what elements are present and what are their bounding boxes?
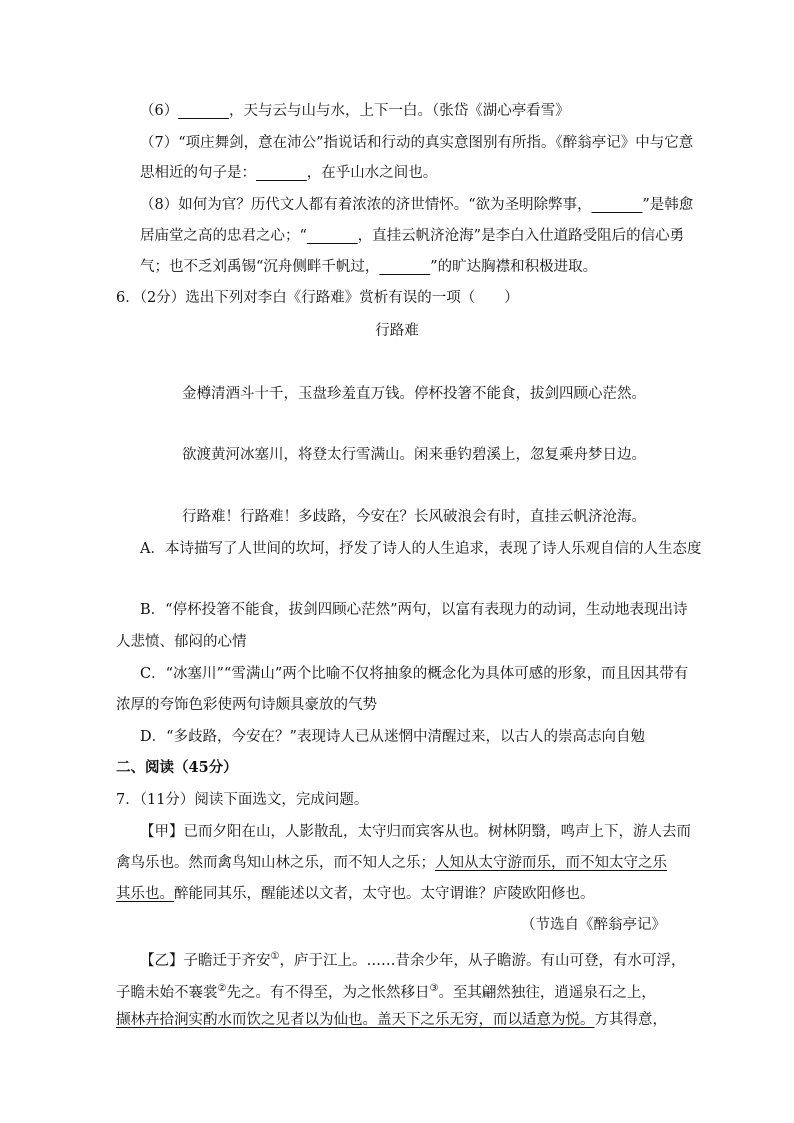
underlined-sentence: 撷林卉拾涧实酌水而饮之见者以为仙也。盖天下之乐无穷，而以适意为悦。	[116, 1012, 595, 1028]
blank[interactable]: _______	[306, 228, 358, 244]
passage-jia-line3: 其乐也。醉能同其乐，醒能述以文者，太守也。太守谓谁？庐陵欧阳修也。	[116, 886, 595, 902]
blank[interactable]: _______	[256, 165, 307, 181]
poem-title: 行路难	[375, 323, 419, 339]
poem-line: 金樽清酒斗十千，玉盘珍羞直万钱。停杯投箸不能食，拔剑四顾心茫然。	[182, 386, 646, 402]
q5-item-8-line1: （8）如何为官？历代文人都有着浓浓的济世情怀。“欲为圣明除弊事，_______”是韩愈	[140, 197, 694, 213]
q5-item-8-line3: 气；也不乏刘禹锡“沉舟侧畔千帆过，_______”的旷达胸襟和积极进取。	[140, 259, 598, 275]
poem-line: 行路难！行路难！多歧路，今安在？长风破浪会有时，直挂云帆济沧海。	[182, 509, 646, 525]
passage-jia-line1: 【甲】已而夕阳在山，人影散乱，太守归而宾客从也。树林阴翳，鸣声上下，游人去而	[140, 824, 691, 840]
q5-item-7-line2: 思相近的句子是：_______，在乎山水之间也。	[140, 165, 438, 181]
passage-jia-line2: 禽鸟乐也。然而禽鸟知山林之乐，而不知人之乐；人知从太守游而乐，而不知太守之乐	[116, 855, 667, 871]
passage-yi-line1: 【乙】子瞻迁于齐安①，庐于江上。……昔余少年，从子瞻游。有山可登，有水可浮，	[140, 951, 686, 969]
footnote-mark[interactable]: ③	[429, 983, 439, 994]
question-7-stem: 7．（11分）阅读下面选文，完成问题。	[116, 792, 369, 808]
underlined-sentence: 其乐也。	[116, 886, 174, 902]
option-a[interactable]: A．本诗描写了人世间的坎坷，抒发了诗人的人生追求，表现了诗人乐观自信的人生态度	[140, 541, 702, 557]
section-heading: 二、阅读（45分）	[116, 759, 238, 776]
footnote-mark[interactable]: ②	[217, 983, 227, 994]
passage-yi-line3: 撷林卉拾涧实酌水而饮之见者以为仙也。盖天下之乐无穷，而以适意为悦。方其得意，	[116, 1012, 667, 1028]
passage-jia-source: （节选自《醉翁亭记》	[521, 917, 666, 933]
poem-line: 欲渡黄河冰塞川，将登太行雪满山。闲来垂钓碧溪上，忽复乘舟梦日边。	[182, 447, 646, 463]
q5-item-6: （6）_______，天与云与山与水，上下一白。（张岱《湖心亭看雪》	[140, 103, 570, 119]
option-b[interactable]: B．“停杯投箸不能食，拔剑四顾心茫然”两句，以富有表现力的动词，生动地表现出诗	[140, 602, 688, 618]
passage-yi-line2: 子瞻未始不褰裳②先之。有不得至，为之怅然移日③。至其翩然独往，逍遥泉石之上，	[116, 983, 656, 1001]
underlined-sentence: 人知从太守游而乐，而不知太守之乐	[435, 855, 667, 871]
option-d[interactable]: D．“多歧路，今安在？”表现诗人已从迷惘中清醒过来，以古人的崇高志向自勉	[140, 729, 645, 745]
blank[interactable]: _______	[379, 259, 431, 275]
blank[interactable]: _______	[178, 103, 229, 119]
option-c-cont: 浓厚的夸饰色彩使两句诗颇具豪放的气势	[116, 697, 377, 713]
q5-item-8-line2: 居庙堂之高的忠君之心；“_______，直挂云帆济沧海”是李白入仕道路受阻后的信心勇	[140, 228, 685, 244]
option-c[interactable]: C．“冰塞川”“雪满山”两个比喻不仅将抽象的概念化为具体可感的形象，而且因其带有	[140, 666, 689, 682]
question-6-stem: 6．（2分）选出下列对李白《行路难》赏析有误的一项（ ）	[116, 290, 519, 306]
blank[interactable]: _______	[591, 197, 643, 213]
footnote-mark[interactable]: ①	[270, 951, 280, 962]
q5-item-7-line1: （7）“项庄舞剑，意在沛公”指说话和行动的真实意图别有所指。《醉翁亭记》中与它意	[140, 135, 694, 151]
option-b-cont: 人悲愤、郁闷的心情	[116, 634, 247, 650]
